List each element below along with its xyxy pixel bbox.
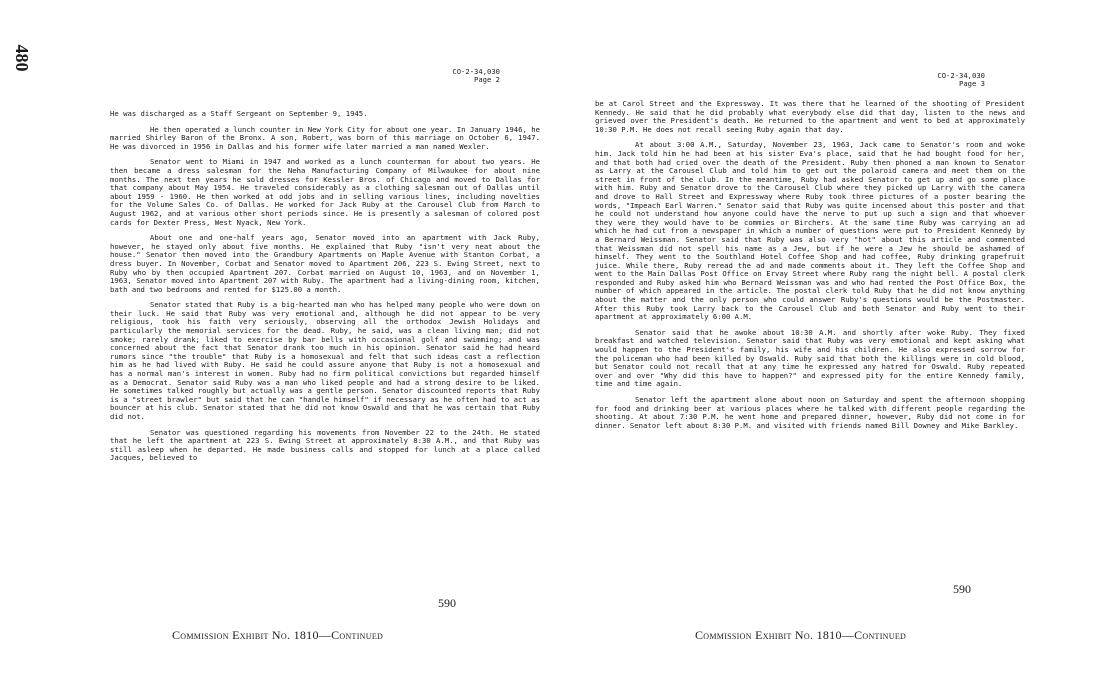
- paragraph: About one and one-half years ago, Senator moved into an apartment with Jack Ruby, however, he stayed only about five months. He explained that Ruby "isn't very neat about the house." Senator then moved into the Grandbury Apartments on Maple Avenue with Stanton Corbat, a dress buyer. In November, Corbat and Senator moved to Apartment 206, 223 S. Ewing Street, next to Ruby who by then occupied Apartment 207. Corbat married on August 10, 1963, and on November 1, 1963, Senator moved into Apartment 207 with Ruby. The apartment had a living-dining room, kitchen, bath and two bedrooms and rented for $125.00 a month.: [110, 233, 540, 294]
- volume-page-number: 480: [12, 44, 33, 72]
- paragraph: Senator was questioned regarding his movements from November 22 to the 24th. He stated that he left the apartment at 223 S. Ewing Street at approximately 8:30 A.M., and that Ruby was still asleep when he departed. He made business calls and stopped for lunch at a place called Jacques, believed to: [110, 427, 540, 463]
- page-body: [595, 100, 1025, 437]
- page-label: Page 3: [959, 79, 985, 88]
- exhibit-caption: Commission Exhibit No. 1810—Continued: [695, 628, 907, 642]
- page-number: 590: [438, 596, 456, 610]
- paragraph: At about 3:00 A.M., Saturday, November 23, 1963, Jack came to Senator's room and woke him. Jack told him he had been at his sister Eva's place, said that he had bought food for her, and that both had cried over the death of the President. Ruby then phoned a man known to Senator as Larry at the Carousel Club and told him to get out the polaroid camera and meet them on the street in front of the club. In the meantime, Ruby had asked Senator to get up and go some place with him. Ruby and Senator drove to the Carousel Club where they picked up Larry with the camera and drove to Hall Street and Expressway where Ruby took three pictures of a poster bearing the words, "Impeach Earl Warren." Senator said that Ruby was quite incensed about this poster and that he could not understand how anyone could have the nerve to put up such a sign and that whoever they were they would have to be commies or Birchers. At the same time Ruby was carrying an ad which he had cut from a newspaper in which a number of questions were put to President Kennedy by a Bernard Weissman. Senator said that Ruby was also very "hot" about this article and commented that Weissman did not spell his name as a Jew, but if he were a Jew he should be ashamed of himself. They went to the Southland Hotel Coffee Shop and had coffee, Ruby drinking grapefruit juice. While there, Ruby reread the ad and made comments about it. They left the Coffee Shop and went to the Main Dallas Post Office on Ervay Street where Ruby rang the night bell. A postal clerk responded and Ruby asked him who Bernard Weissman was and who had rented the Post Office Box, the number of which appeared in the article. The postal clerk told Ruby that he did not know anything about the matter and the only person who could answer Ruby's questions would be the Postmaster. After this Ruby took Larry back to the Carousel Club and both Senator and Ruby went to their apartment at approximately 6:00 A.M.: [595, 140, 1025, 322]
- paragraph: Senator said that he awoke about 10:30 A.M. and shortly after woke Ruby. They fixed breakfast and watched television. Senator said that Ruby was very emotional and kept asking what would happen to the President's family, his wife and his children. He also expressed sorrow for the policeman who had been killed by Oswald. Ruby said that both the killings were in cold blood, but Senator could not recall that at any time he expressed any hatred for Oswald. Ruby repeated over and over "Why did this have to happen?" and expressed pity for the entire Kennedy family, time and time again.: [595, 327, 1025, 389]
- page-header: [895, 72, 985, 88]
- paragraph: Senator left the apartment alone about noon on Saturday and spent the afternoon shopping for food and drinking beer at various places where he talked with different people regarding the shooting. At about 7:30 P.M. he went home and prepared dinner, however, Ruby did not come in for dinner. Senator left about 8:30 P.M. and visited with friends named Bill Downey and Mike Barkley.: [595, 395, 1025, 430]
- paragraph: He was discharged as a Staff Sergeant on September 9, 1945.: [110, 109, 368, 118]
- file-reference: CO-2-34,030: [937, 71, 985, 80]
- exhibit-caption: Commission Exhibit No. 1810—Continued: [172, 628, 384, 642]
- page-number: 590: [953, 582, 971, 596]
- file-reference: CO-2-34,030: [452, 67, 500, 76]
- paragraph: Senator went to Miami in 1947 and worked as a lunch counterman for about two years. He then became a dress salesman for the Neha Manufacturing Company of Milwaukee for about nine months. The next ten years he sold dresses for Kessler Bros. of Chicago and moved to Dallas for that company about May 1954. He traveled considerably as a clothing salesman out of Dallas until about 1959 - 1960. He then worked at odd jobs and in selling various lines, including novelties for the Volume Sales Co. of Dallas. He worked for Jack Ruby at the Carousel Club from March to August 1962, and at various other short periods since. He is presently a salesman of colored post cards for Dexter Press, West Nyack, New York.: [110, 157, 540, 227]
- paragraph: be at Carol Street and the Expressway. It was there that he learned of the shooting of President Kennedy. He said that he did probably what everybody else did that day, listen to the news and grieved over the President's death. He returned to the apartment and went to bed at approximately 10:30 P.M. He does not recall seeing Ruby again that day.: [595, 99, 1025, 134]
- paragraph: He then operated a lunch counter in New York City for about one year. In January 1946, he married Shirley Baron of the Bronx. A son, Robert, was born of this marriage on October 6, 1947. He was divorced in 1956 in Dallas and his former wife later married a man named Wexler.: [110, 124, 540, 151]
- page-label: Page 2: [474, 75, 500, 84]
- page-header: [400, 68, 500, 84]
- paragraph: Senator stated that Ruby is a big-hearted man who has helped many people who were down on their luck. He said that Ruby was very emotional and, although he did not appear to be very religious, took his faith very seriously, observing all the orthodox Jewish Holidays and particularly the memorial services for the dead. Ruby, he said, was a clean living man; did not smoke; rarely drank; liked to exercise by bar bells with occasional golf and swimming; and was concerned about the fact that Senator drank too much in his opinion. Senator said he had heard rumors since "the trouble" that Ruby is a homosexual and felt that such ideas cast a reflection him as he had lived with Ruby. He said he could assure anyone that Ruby is not a homosexual and has a normal man's interest in women. Ruby had no firm political convictions but regarded himself as a Democrat. Senator said Ruby was a man who liked people and had a strong desire to be liked. He sometimes talked roughly but actually was a gentle person. Senator discounted reports that Ruby is a "street brawler" but said that he can "handle himself" if necessary as he often had to act as bouncer at his club. Senator stated that he did not know Oswald and that he was certain that Ruby did not.: [110, 300, 540, 421]
- page-body: [110, 110, 540, 470]
